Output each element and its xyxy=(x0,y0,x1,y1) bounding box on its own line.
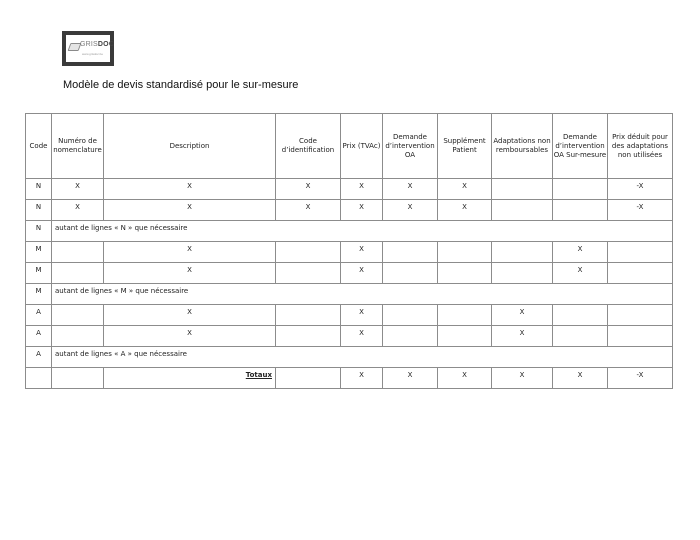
totals-label: Totaux xyxy=(104,368,276,389)
cell-nomenclature xyxy=(52,305,104,326)
totals-row xyxy=(26,368,673,389)
logo-wordmark: GRISDOC xyxy=(80,41,115,48)
cell-description: X xyxy=(104,263,276,284)
header-row xyxy=(26,114,673,179)
cell-patient-supplement xyxy=(438,305,492,326)
cell-price: X xyxy=(341,263,383,284)
col-header-description: Description xyxy=(104,114,276,179)
cell-oa-custom-request xyxy=(553,200,608,221)
placeholder-note: autant de lignes « N » que nécessaire xyxy=(52,221,673,242)
col-header-oa-custom-request: Demande d’intervention OA Sur-mesure xyxy=(553,114,608,179)
table-row xyxy=(26,179,673,200)
cell-oa-custom-request: X xyxy=(553,368,608,389)
cell-nomenclature: X xyxy=(52,179,104,200)
quote-table xyxy=(25,113,673,389)
cell-non-refundable: X xyxy=(492,326,553,347)
cell-non-refundable xyxy=(492,263,553,284)
cell-price: X xyxy=(341,326,383,347)
cell-patient-supplement xyxy=(438,242,492,263)
cell-code: N xyxy=(26,221,52,242)
cell-nomenclature xyxy=(52,326,104,347)
cell-patient-supplement: X xyxy=(438,368,492,389)
cell-deducted-price xyxy=(608,305,673,326)
cell-identification-code xyxy=(276,242,341,263)
cell-deducted-price: -X xyxy=(608,368,673,389)
grisdoc-logo xyxy=(62,31,114,66)
table-row xyxy=(26,263,673,284)
cell-description: X xyxy=(104,326,276,347)
cell-code: A xyxy=(26,326,52,347)
cell-code: M xyxy=(26,284,52,305)
cell-code: N xyxy=(26,200,52,221)
cell-price: X xyxy=(341,200,383,221)
cell-code: A xyxy=(26,347,52,368)
cell-code: M xyxy=(26,242,52,263)
cell-description: X xyxy=(104,305,276,326)
cell-identification-code xyxy=(276,326,341,347)
cell-code: A xyxy=(26,305,52,326)
table-row-placeholder xyxy=(26,284,673,305)
cell-oa-request: X xyxy=(383,179,438,200)
cell-oa-request: X xyxy=(383,368,438,389)
cell-code: M xyxy=(26,263,52,284)
cell-deducted-price xyxy=(608,242,673,263)
cell-deducted-price: -X xyxy=(608,179,673,200)
cell-patient-supplement xyxy=(438,326,492,347)
cell-oa-custom-request xyxy=(553,326,608,347)
logo-tagline: www.grisdoc.be xyxy=(82,52,104,56)
cell-oa-request xyxy=(383,326,438,347)
cell-description: X xyxy=(104,200,276,221)
cell-price: X xyxy=(341,368,383,389)
cell-deducted-price xyxy=(608,263,673,284)
cell-oa-custom-request: X xyxy=(553,242,608,263)
cell-price: X xyxy=(341,179,383,200)
table-row xyxy=(26,242,673,263)
col-header-oa-request: Demande d’intervention OA xyxy=(383,114,438,179)
cell-identification-code: X xyxy=(276,179,341,200)
cell-nomenclature: X xyxy=(52,200,104,221)
cell-identification-code xyxy=(276,368,341,389)
col-header-patient-supplement: Supplément Patient xyxy=(438,114,492,179)
cell-deducted-price: -X xyxy=(608,200,673,221)
cell-patient-supplement: X xyxy=(438,179,492,200)
cell-identification-code: X xyxy=(276,200,341,221)
cell-description: X xyxy=(104,242,276,263)
placeholder-note: autant de lignes « M » que nécessaire xyxy=(52,284,673,305)
cell-non-refundable: X xyxy=(492,368,553,389)
cell-oa-request: X xyxy=(383,200,438,221)
cell-price: X xyxy=(341,305,383,326)
cell-code: N xyxy=(26,179,52,200)
col-header-price: Prix (TVAc) xyxy=(341,114,383,179)
cell-non-refundable xyxy=(492,179,553,200)
cell-non-refundable xyxy=(492,242,553,263)
cell-oa-request xyxy=(383,242,438,263)
cell-identification-code xyxy=(276,305,341,326)
cell-oa-request xyxy=(383,305,438,326)
cell-identification-code xyxy=(276,263,341,284)
table-row xyxy=(26,326,673,347)
col-header-code: Code xyxy=(26,114,52,179)
table-row xyxy=(26,305,673,326)
table-row-placeholder xyxy=(26,347,673,368)
col-header-non-refundable: Adaptations non remboursables xyxy=(492,114,553,179)
cell-non-refundable xyxy=(492,200,553,221)
cell-oa-custom-request xyxy=(553,305,608,326)
col-header-identification-code: Code d’identification xyxy=(276,114,341,179)
placeholder-note: autant de lignes « A » que nécessaire xyxy=(52,347,673,368)
cell-description: X xyxy=(104,179,276,200)
cell-non-refundable: X xyxy=(492,305,553,326)
cell-price: X xyxy=(341,242,383,263)
cell-patient-supplement xyxy=(438,263,492,284)
cell-oa-custom-request: X xyxy=(553,263,608,284)
cell-oa-request xyxy=(383,263,438,284)
cell-nomenclature xyxy=(52,242,104,263)
table-row-placeholder xyxy=(26,221,673,242)
col-header-nomenclature: Numéro de nomenclature xyxy=(52,114,104,179)
table-row xyxy=(26,200,673,221)
cell-patient-supplement: X xyxy=(438,200,492,221)
cell-oa-custom-request xyxy=(553,179,608,200)
cell-code xyxy=(26,368,52,389)
col-header-deducted-price: Prix déduit pour des adaptations non utilisées xyxy=(608,114,673,179)
cell-nomenclature xyxy=(52,368,104,389)
cell-nomenclature xyxy=(52,263,104,284)
document-title: Modèle de devis standardisé pour le sur-mesure xyxy=(63,79,299,91)
cell-deducted-price xyxy=(608,326,673,347)
